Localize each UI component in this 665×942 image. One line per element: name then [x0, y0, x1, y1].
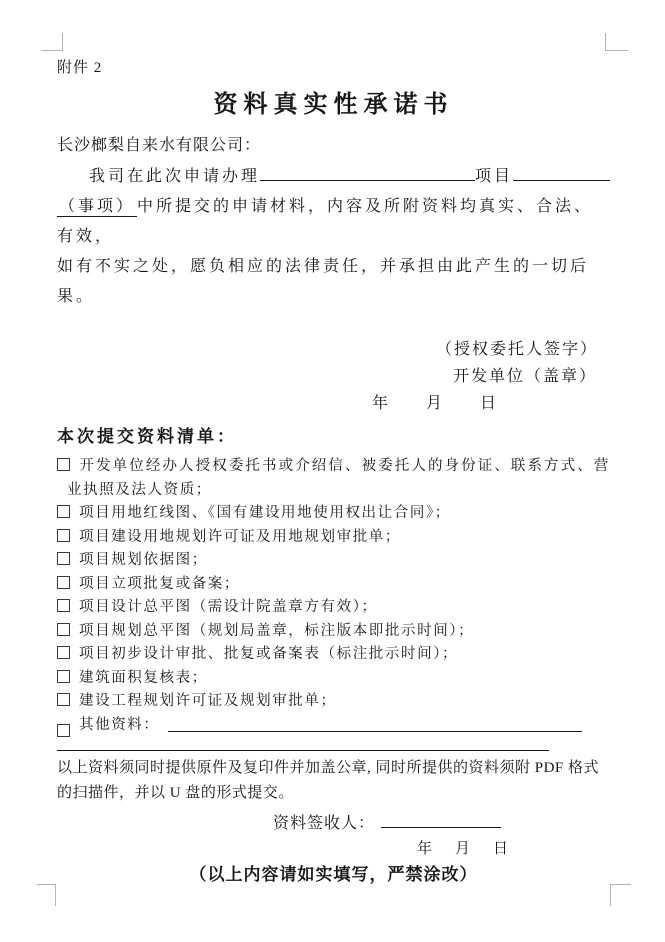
checklist-item-label: 其他资料：: [79, 716, 160, 733]
crop-mark-top-right: [605, 33, 628, 51]
checkbox-icon[interactable]: [57, 646, 70, 659]
checkbox-icon[interactable]: [57, 693, 70, 706]
matter-underlined-text: （事项）: [59, 198, 136, 215]
checklist-item: [57, 455, 610, 502]
checklist-item: [57, 573, 610, 597]
checklist-item: [57, 620, 610, 644]
checklist-item-label: 项目建设用地规划许可证及用地规划审批单；: [79, 528, 401, 545]
checklist-item-label: 项目初步设计审批、批复或备案表（标注批示时间）；: [79, 646, 459, 662]
checkbox-icon[interactable]: [57, 670, 70, 683]
note-line-2: 的扫描件，并以 U 盘的形式提交。: [57, 785, 294, 801]
separator-line: [57, 750, 549, 751]
checklist-item: [57, 690, 610, 714]
checklist-item-label: 项目规划依据图；: [79, 552, 208, 568]
addressee-line: 长沙榔梨自来水有限公司：: [57, 137, 262, 154]
checklist: [57, 455, 610, 737]
receiver-signature-blank[interactable]: [381, 813, 501, 828]
footer-date-line: 年 月 日: [417, 841, 513, 857]
checklist-item-label: 项目立项批复或备案；: [79, 575, 240, 592]
checklist-item-label: 项目设计总平图（需设计院盖章方有效）；: [79, 599, 378, 615]
checklist-item-other: [57, 714, 610, 738]
attachment-label: 附件 2: [57, 60, 103, 76]
authorized-signer-label: （授权委托人签字）: [435, 341, 598, 358]
developer-seal-label: 开发单位（盖章）: [452, 368, 597, 385]
checklist-item: [57, 643, 610, 667]
checkbox-icon[interactable]: [57, 576, 70, 589]
checkbox-icon[interactable]: [57, 599, 70, 612]
checkbox-icon[interactable]: [57, 458, 70, 471]
project-suffix-blank[interactable]: [513, 166, 610, 181]
checklist-heading: 本次提交资料清单：: [57, 427, 237, 447]
checkbox-icon[interactable]: [57, 505, 70, 518]
paragraph-line-3: 如有不实之处，愿负相应的法律责任，并承担由此产生的一切后果。: [57, 258, 590, 305]
paragraph-line-1: [57, 162, 610, 192]
signature-block: [57, 336, 610, 417]
crop-mark-bottom-right: [610, 884, 631, 906]
page-title: 资料真实性承诺书: [213, 90, 454, 118]
checkbox-icon[interactable]: [57, 623, 70, 636]
checklist-item-label: 建筑面积复核表；: [79, 669, 208, 686]
commitment-paragraph: [57, 162, 610, 312]
checklist-item: [57, 549, 610, 573]
checklist-item-label: 项目用地红线图、《国有建设用地使用权出让合同》；: [79, 505, 451, 521]
signature-date-line: 年 月 日: [371, 395, 498, 412]
crop-mark-top-left: [42, 33, 63, 51]
checklist-item: [57, 502, 610, 526]
line1-prefix: 我司在此次申请办理: [89, 168, 261, 185]
checklist-item-label: 项目规划总平图（规划局盖章，标注版本即批示时间）；: [79, 622, 475, 639]
crop-mark-bottom-left: [37, 884, 56, 906]
checklist-item: [57, 667, 610, 691]
project-name-blank[interactable]: [260, 166, 475, 181]
checklist-item: [57, 526, 610, 550]
receiver-line: [273, 813, 610, 835]
submission-note: [57, 756, 610, 806]
other-materials-blank[interactable]: [168, 731, 583, 732]
warning-line: （以上内容请如实填写，严禁涂改）: [189, 865, 478, 885]
checkbox-icon[interactable]: [57, 529, 70, 542]
checklist-item-label: 开发单位经办人授权委托书或介绍信、被委托人的身份证、联系方式、营业执照及法人资质；: [67, 458, 610, 498]
checklist-item-label: 建设工程规划许可证及规划审批单；: [79, 693, 337, 709]
paragraph-line-2: [57, 192, 610, 252]
checklist-item: [57, 596, 610, 620]
line1-mid: 项目: [475, 168, 514, 185]
page-content: [57, 58, 610, 887]
checkbox-icon[interactable]: [57, 552, 70, 565]
receiver-label: 资料签收人：: [273, 815, 376, 832]
note-line-1: 以上资料须同时提供原件及复印件并加盖公章, 同时所提供的资料须附 PDF 格式: [57, 760, 600, 776]
checkbox-icon[interactable]: [57, 724, 70, 737]
line2-rest: 中所提交的申请材料，内容及所附资料均真实、合法、有效，: [57, 198, 594, 245]
